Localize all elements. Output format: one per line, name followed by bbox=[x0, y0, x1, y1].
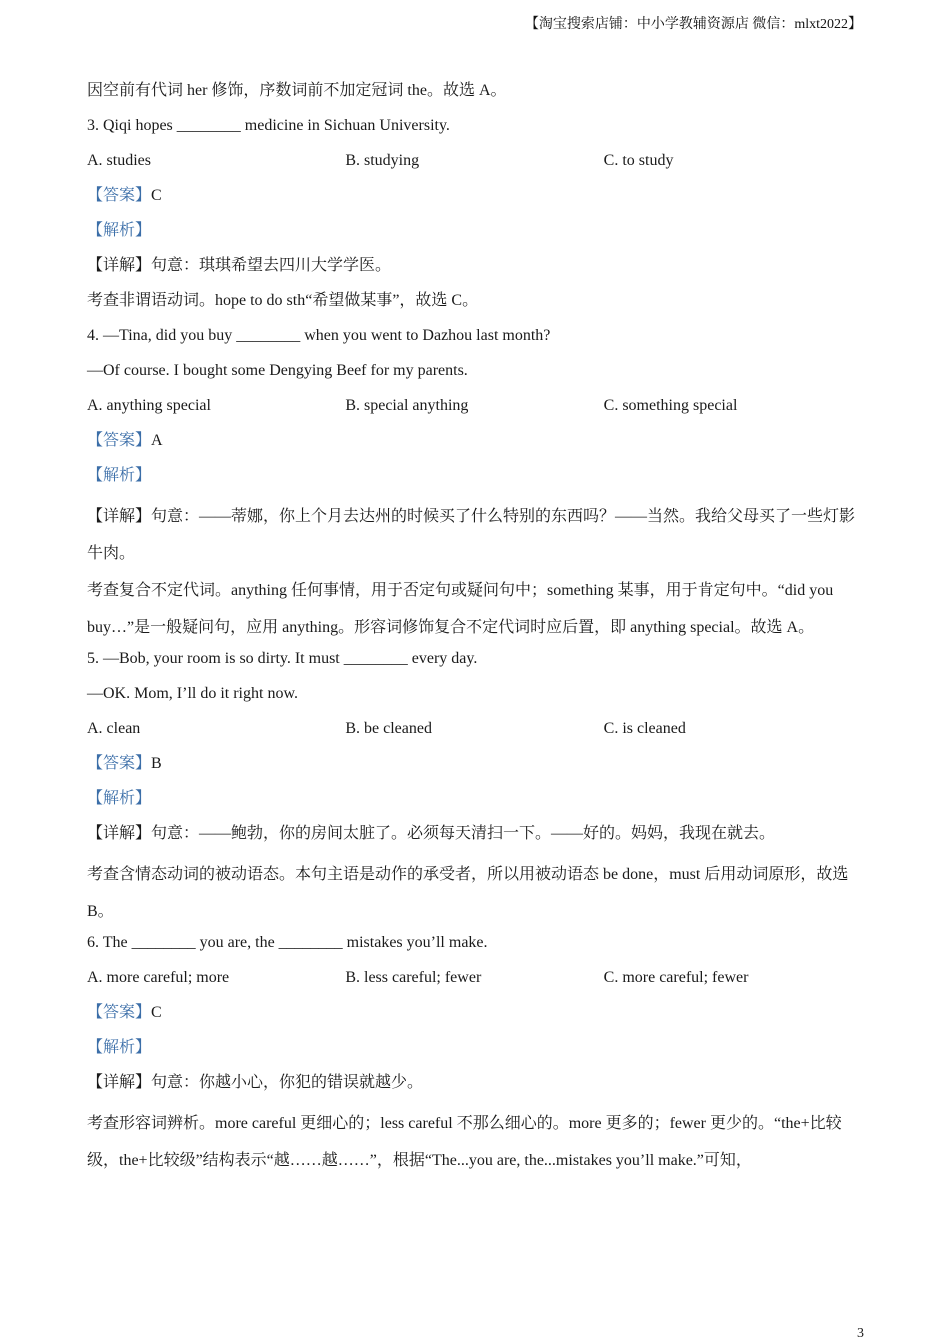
detail-text: 【详解】句意：你越小心，你犯的错误就越少。 bbox=[87, 1074, 424, 1091]
question-stem: 6. The ________ you are, the ________ mistakes you’ll make. bbox=[87, 934, 488, 951]
explain-text: 考查非谓语动词。hope to do sth“希望做某事”，故选 C。 bbox=[87, 292, 479, 309]
option-b: B. be cleaned bbox=[345, 720, 432, 737]
question-6 bbox=[87, 930, 862, 1179]
option-c: C. is cleaned bbox=[603, 720, 686, 737]
explain-text: 考查形容词辨析。more careful 更细心的；less careful 不那么细心的。more 更多的；fewer 更少的。“the+比较级，the+比较级”结构表示“越……越……”，根据“The...you are, the...mistakes you’ll make.”可知， bbox=[87, 1115, 842, 1169]
answer-value: B bbox=[151, 755, 162, 772]
answer-tag: 【答案】 bbox=[87, 432, 152, 449]
option-b: B. less careful; fewer bbox=[345, 969, 482, 986]
page-header: 【淘宝搜索店铺：中小学教辅资源店 微信：mlxt2022】 bbox=[524, 17, 862, 32]
page-number: 3 bbox=[857, 1326, 864, 1341]
analysis-tag: 【解析】 bbox=[87, 222, 152, 239]
document-body bbox=[87, 78, 862, 1179]
question-stem-reply: —Of course. I bought some Dengying Beef for my parents. bbox=[87, 362, 468, 379]
option-b: B. special anything bbox=[345, 397, 469, 414]
option-a: A. anything special bbox=[87, 397, 211, 414]
options-row bbox=[87, 393, 862, 428]
option-c: C. to study bbox=[603, 152, 674, 169]
question-stem: 3. Qiqi hopes ________ medicine in Sichuan University. bbox=[87, 117, 450, 134]
answer-line bbox=[87, 183, 862, 218]
detail-text: 【详解】句意：——蒂娜，你上个月去达州的时候买了什么特别的东西吗？——当然。我给父母买了一些灯影牛肉。 bbox=[87, 508, 856, 562]
explain-text: 考查复合不定代词。anything 任何事情，用于否定句或疑问句中；something 某事，用于肯定句中。“did you buy…”是一般疑问句，应用 anything。形容词修饰复合不定代词时应后置，即 anything special。故选 A。 bbox=[87, 582, 834, 636]
option-a: A. more careful; more bbox=[87, 969, 230, 986]
detail-text: 【详解】句意：琪琪希望去四川大学学医。 bbox=[87, 257, 392, 274]
answer-value: C bbox=[151, 187, 162, 204]
option-c: C. something special bbox=[603, 397, 738, 414]
option-a: A. clean bbox=[87, 720, 141, 737]
intro-text: 因空前有代词 her 修饰，序数词前不加定冠词 the。故选 A。 bbox=[87, 82, 507, 99]
explain-text: 考查含情态动词的被动语态。本句主语是动作的承受者，所以用被动语态 be done，must 后用动词原形，故选 B。 bbox=[87, 866, 849, 920]
detail-text: 【详解】句意：——鲍勃，你的房间太脏了。必须每天清扫一下。——好的。妈妈，我现在就去。 bbox=[87, 825, 776, 842]
question-stem-reply: —OK. Mom, I’ll do it right now. bbox=[87, 685, 298, 702]
question-5 bbox=[87, 646, 862, 930]
option-b: B. studying bbox=[345, 152, 420, 169]
answer-line bbox=[87, 751, 862, 786]
answer-line bbox=[87, 1000, 862, 1035]
question-3 bbox=[87, 113, 862, 323]
analysis-tag: 【解析】 bbox=[87, 467, 152, 484]
option-c: C. more careful; fewer bbox=[603, 969, 749, 986]
answer-tag: 【答案】 bbox=[87, 187, 152, 204]
answer-tag: 【答案】 bbox=[87, 755, 152, 772]
question-stem: 4. —Tina, did you buy ________ when you went to Dazhou last month? bbox=[87, 327, 551, 344]
answer-value: C bbox=[151, 1004, 162, 1021]
options-row bbox=[87, 148, 862, 183]
answer-tag: 【答案】 bbox=[87, 1004, 152, 1021]
option-a: A. studies bbox=[87, 152, 151, 169]
answer-line bbox=[87, 428, 862, 463]
question-stem: 5. —Bob, your room is so dirty. It must ________ every day. bbox=[87, 650, 478, 667]
options-row bbox=[87, 716, 862, 751]
options-row bbox=[87, 965, 862, 1000]
answer-value: A bbox=[151, 432, 163, 449]
question-4 bbox=[87, 323, 862, 646]
analysis-tag: 【解析】 bbox=[87, 1039, 152, 1056]
analysis-tag: 【解析】 bbox=[87, 790, 152, 807]
